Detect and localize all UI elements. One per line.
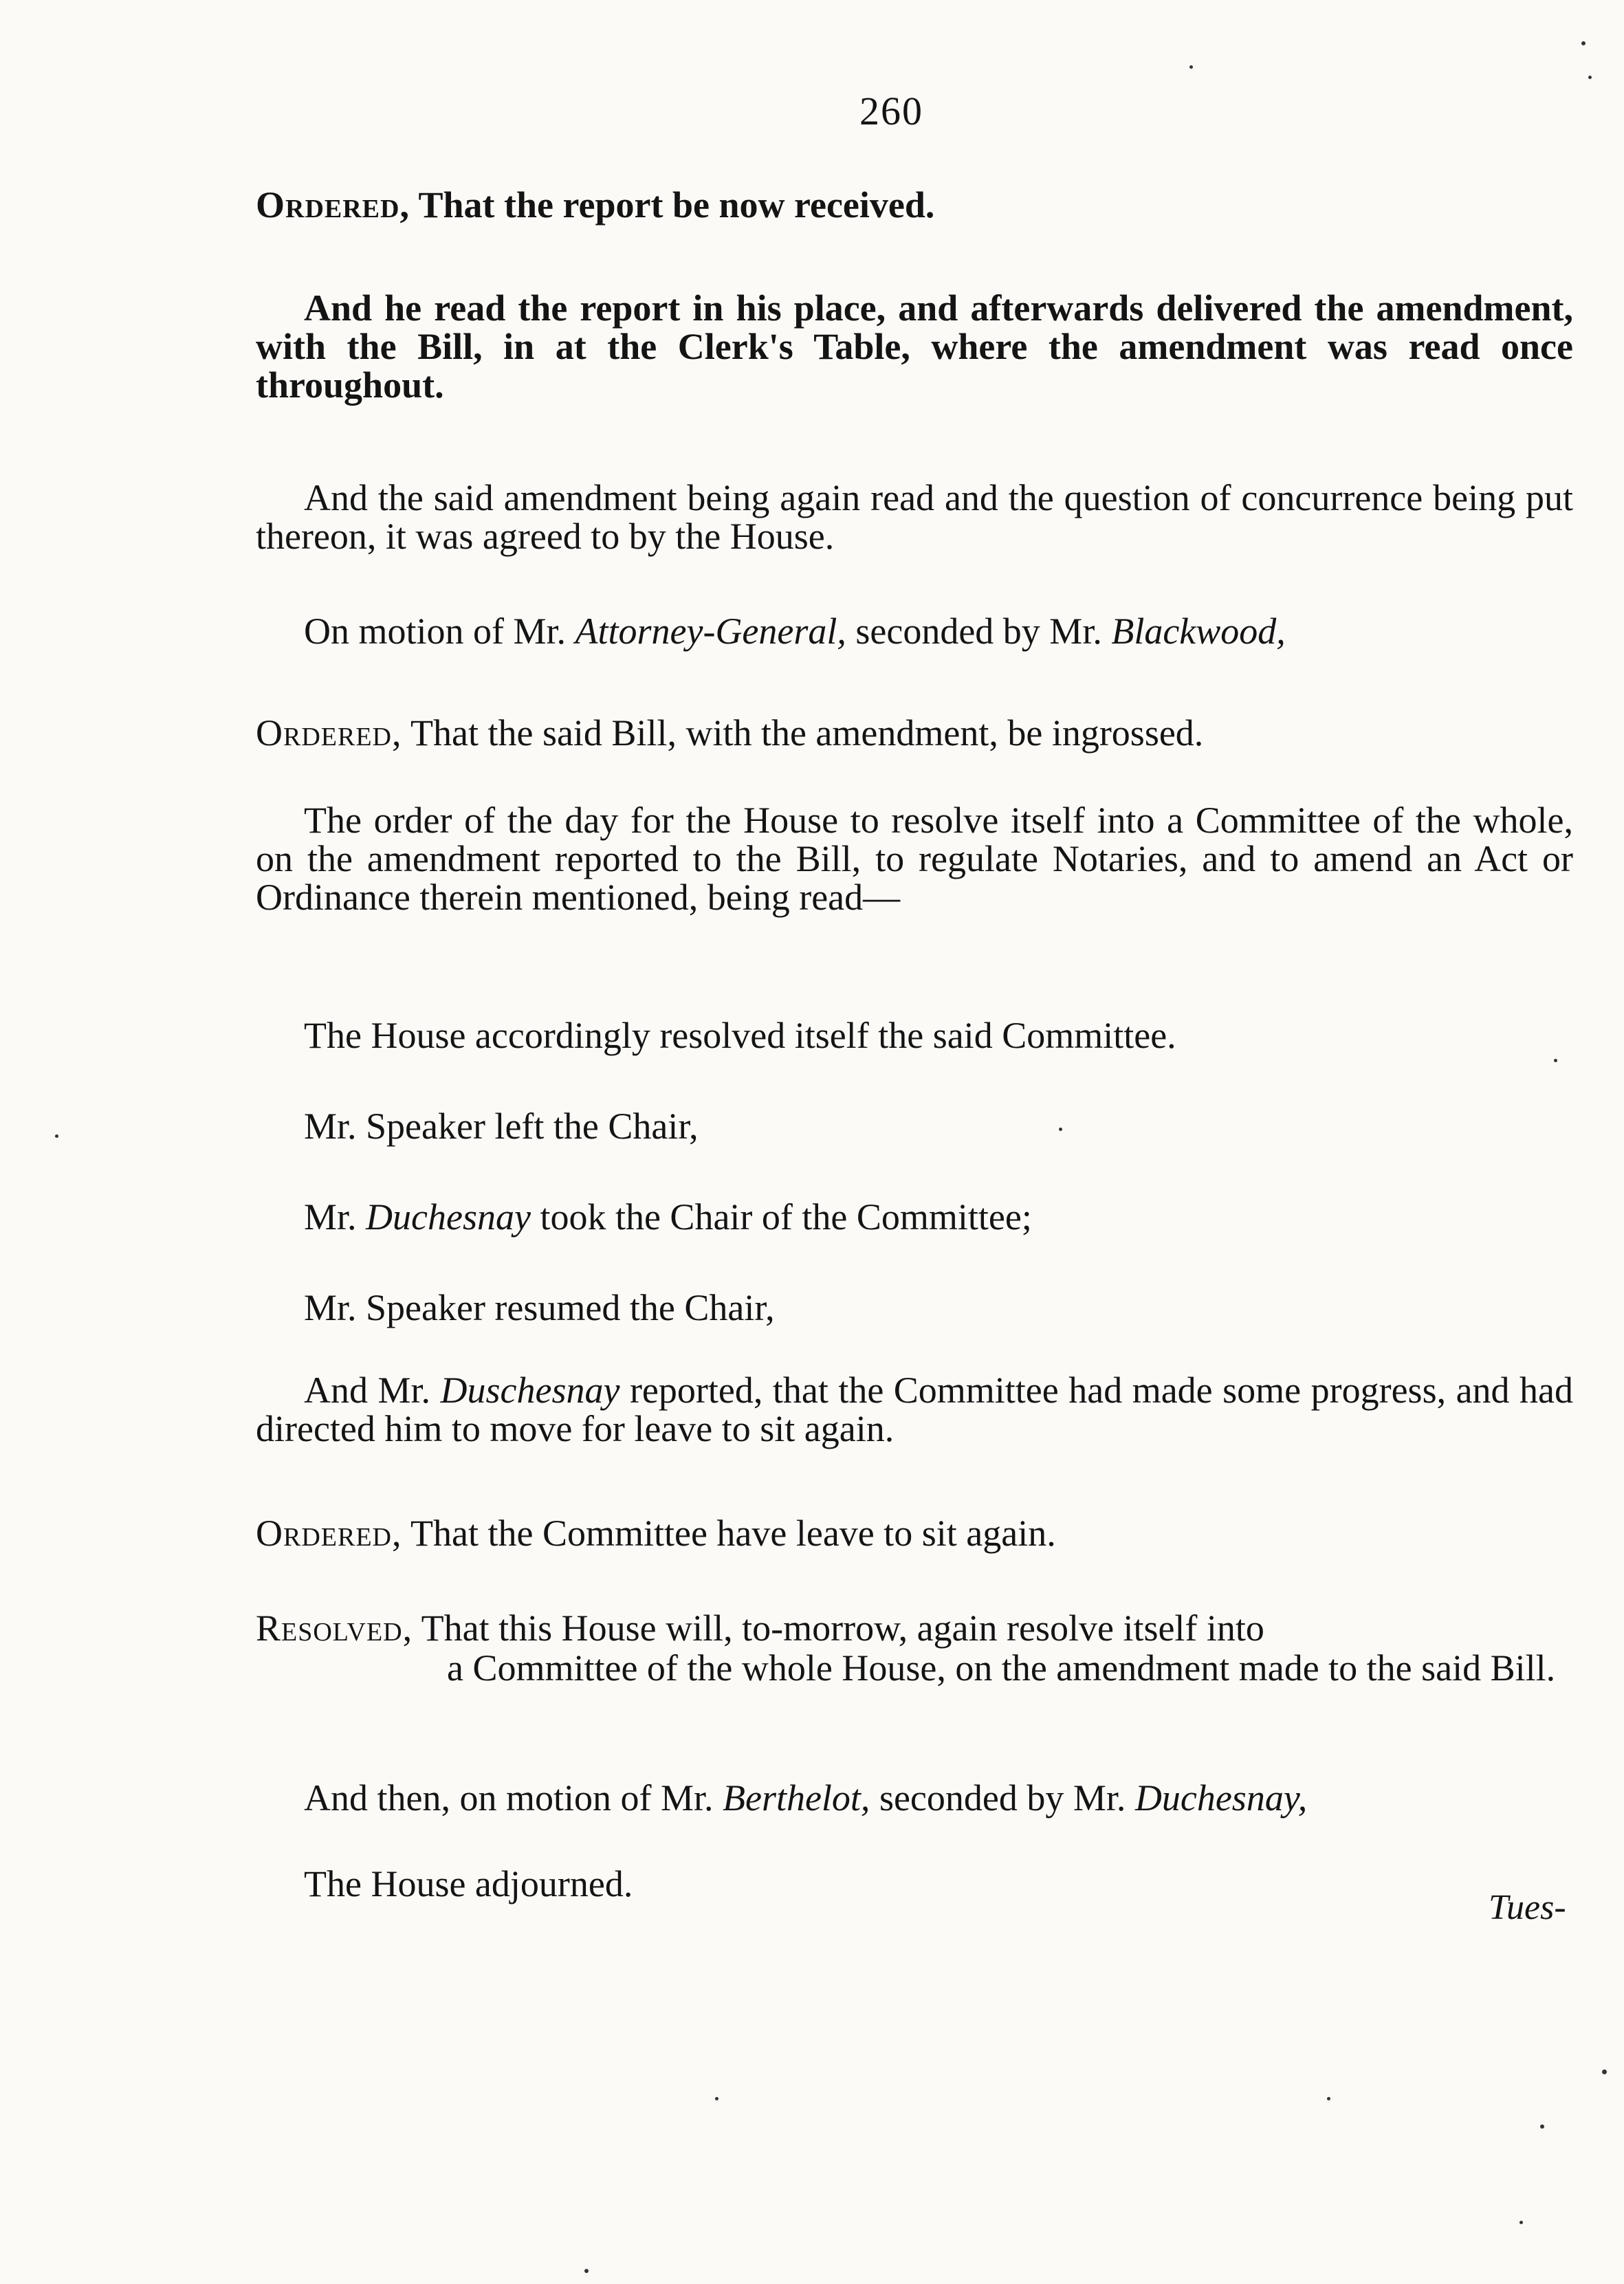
motion-prefix: And then, on motion of Mr.: [304, 1777, 723, 1819]
seconder-name: Duchesnay,: [1134, 1777, 1308, 1819]
paragraph-house-resolved: [256, 1015, 1573, 1056]
paragraph-text: And he read the report in his place, and afterwards delivered the amendment, with the Bill, in at the Clerk's Table, where the amendment was read once throughout.: [256, 287, 1573, 406]
paragraph-speaker-resumed: [256, 1287, 1573, 1328]
text-suffix: took the Chair of the Committee;: [530, 1196, 1032, 1238]
scan-speck: [1554, 1059, 1557, 1062]
paragraph-resolved-line: [256, 1607, 1573, 1649]
page-number: 260: [859, 89, 923, 133]
ordered-label: Ordered,: [256, 1513, 402, 1554]
person-name: Duchesnay: [366, 1196, 531, 1238]
paragraph-motion-berthelot: [256, 1777, 1573, 1819]
paragraph-text: That this House will, to-morrow, again resolve itself into: [413, 1607, 1264, 1649]
paragraph-order-of-day: [256, 801, 1573, 916]
paragraph-text: And the said amendment being again read and the question of concurrence being put thereon, it was agreed to by the House.: [256, 477, 1573, 557]
paragraph-reported-progress: [256, 1371, 1573, 1448]
resolved-label: Resolved,: [256, 1607, 413, 1649]
motion-prefix: On motion of Mr.: [304, 611, 575, 652]
paragraph-text: The House adjourned.: [304, 1863, 633, 1904]
text-prefix: And Mr.: [304, 1370, 441, 1411]
scan-speck: [715, 2097, 718, 2100]
paragraph-text: Mr. Speaker left the Chair,: [304, 1106, 699, 1147]
scan-speck: [1327, 2097, 1330, 2100]
mover-name: Berthelot,: [722, 1777, 870, 1819]
paragraph-duchesnay-chair: [256, 1196, 1573, 1238]
scan-speck: [584, 2269, 589, 2273]
paragraph-text: Mr. Speaker resumed the Chair,: [304, 1287, 775, 1328]
ordered-label: Ordered,: [256, 184, 410, 226]
scan-speck: [1581, 41, 1585, 45]
scan-speck: [1588, 76, 1592, 79]
person-name: Duschesnay: [440, 1370, 620, 1411]
ordered-label: Ordered,: [256, 712, 402, 754]
scan-speck: [55, 1134, 58, 1138]
paragraph-text: The House accordingly resolved itself the said Committee.: [304, 1015, 1176, 1056]
scan-speck: [1519, 2221, 1523, 2224]
scan-speck: [1540, 2124, 1544, 2129]
scan-speck: [1189, 65, 1193, 69]
scan-speck: [1602, 2069, 1607, 2074]
paragraph-ordered-sit-again: [256, 1513, 1573, 1554]
paragraph-speaker-left: [256, 1106, 1573, 1147]
catchword: Tues-: [1489, 1888, 1566, 1927]
paragraph-text: That the report be now received.: [409, 184, 935, 226]
paragraph-text: The order of the day for the House to resolve itself into a Committee of the whole, on the amendment reported to the Bill, to regulate Notaries, and to amend an Act or Ordinance therein mentioned, being read—: [256, 800, 1573, 918]
seconder-name: Blackwood,: [1111, 611, 1286, 652]
paragraph-read-report: [256, 289, 1573, 404]
paragraph-text: a Committee of the whole House, on the amendment made to the said Bill.: [447, 1647, 1556, 1689]
scan-speck: [1059, 1128, 1062, 1131]
paragraph-concurrence: [256, 479, 1573, 556]
paragraph-ordered-ingrossed: [256, 712, 1573, 754]
text-suffix: reported, that the Committee had made some progress, and had directed him to move for leave to sit again.: [256, 1370, 1574, 1449]
text-prefix: Mr.: [304, 1196, 366, 1238]
mover-name: Attorney-General,: [575, 611, 846, 652]
paragraph-resolved-continuation: [447, 1649, 1573, 1687]
motion-seconded: seconded by Mr.: [846, 611, 1112, 652]
motion-seconded: seconded by Mr.: [870, 1777, 1135, 1819]
paragraph-text: That the Committee have leave to sit again.: [402, 1513, 1056, 1554]
paragraph-text: That the said Bill, with the amendment, be ingrossed.: [402, 712, 1204, 754]
paragraph-ordered-report: [256, 184, 1573, 226]
paragraph-adjourned: [256, 1863, 1573, 1904]
paragraph-motion-attorney: [256, 611, 1573, 652]
